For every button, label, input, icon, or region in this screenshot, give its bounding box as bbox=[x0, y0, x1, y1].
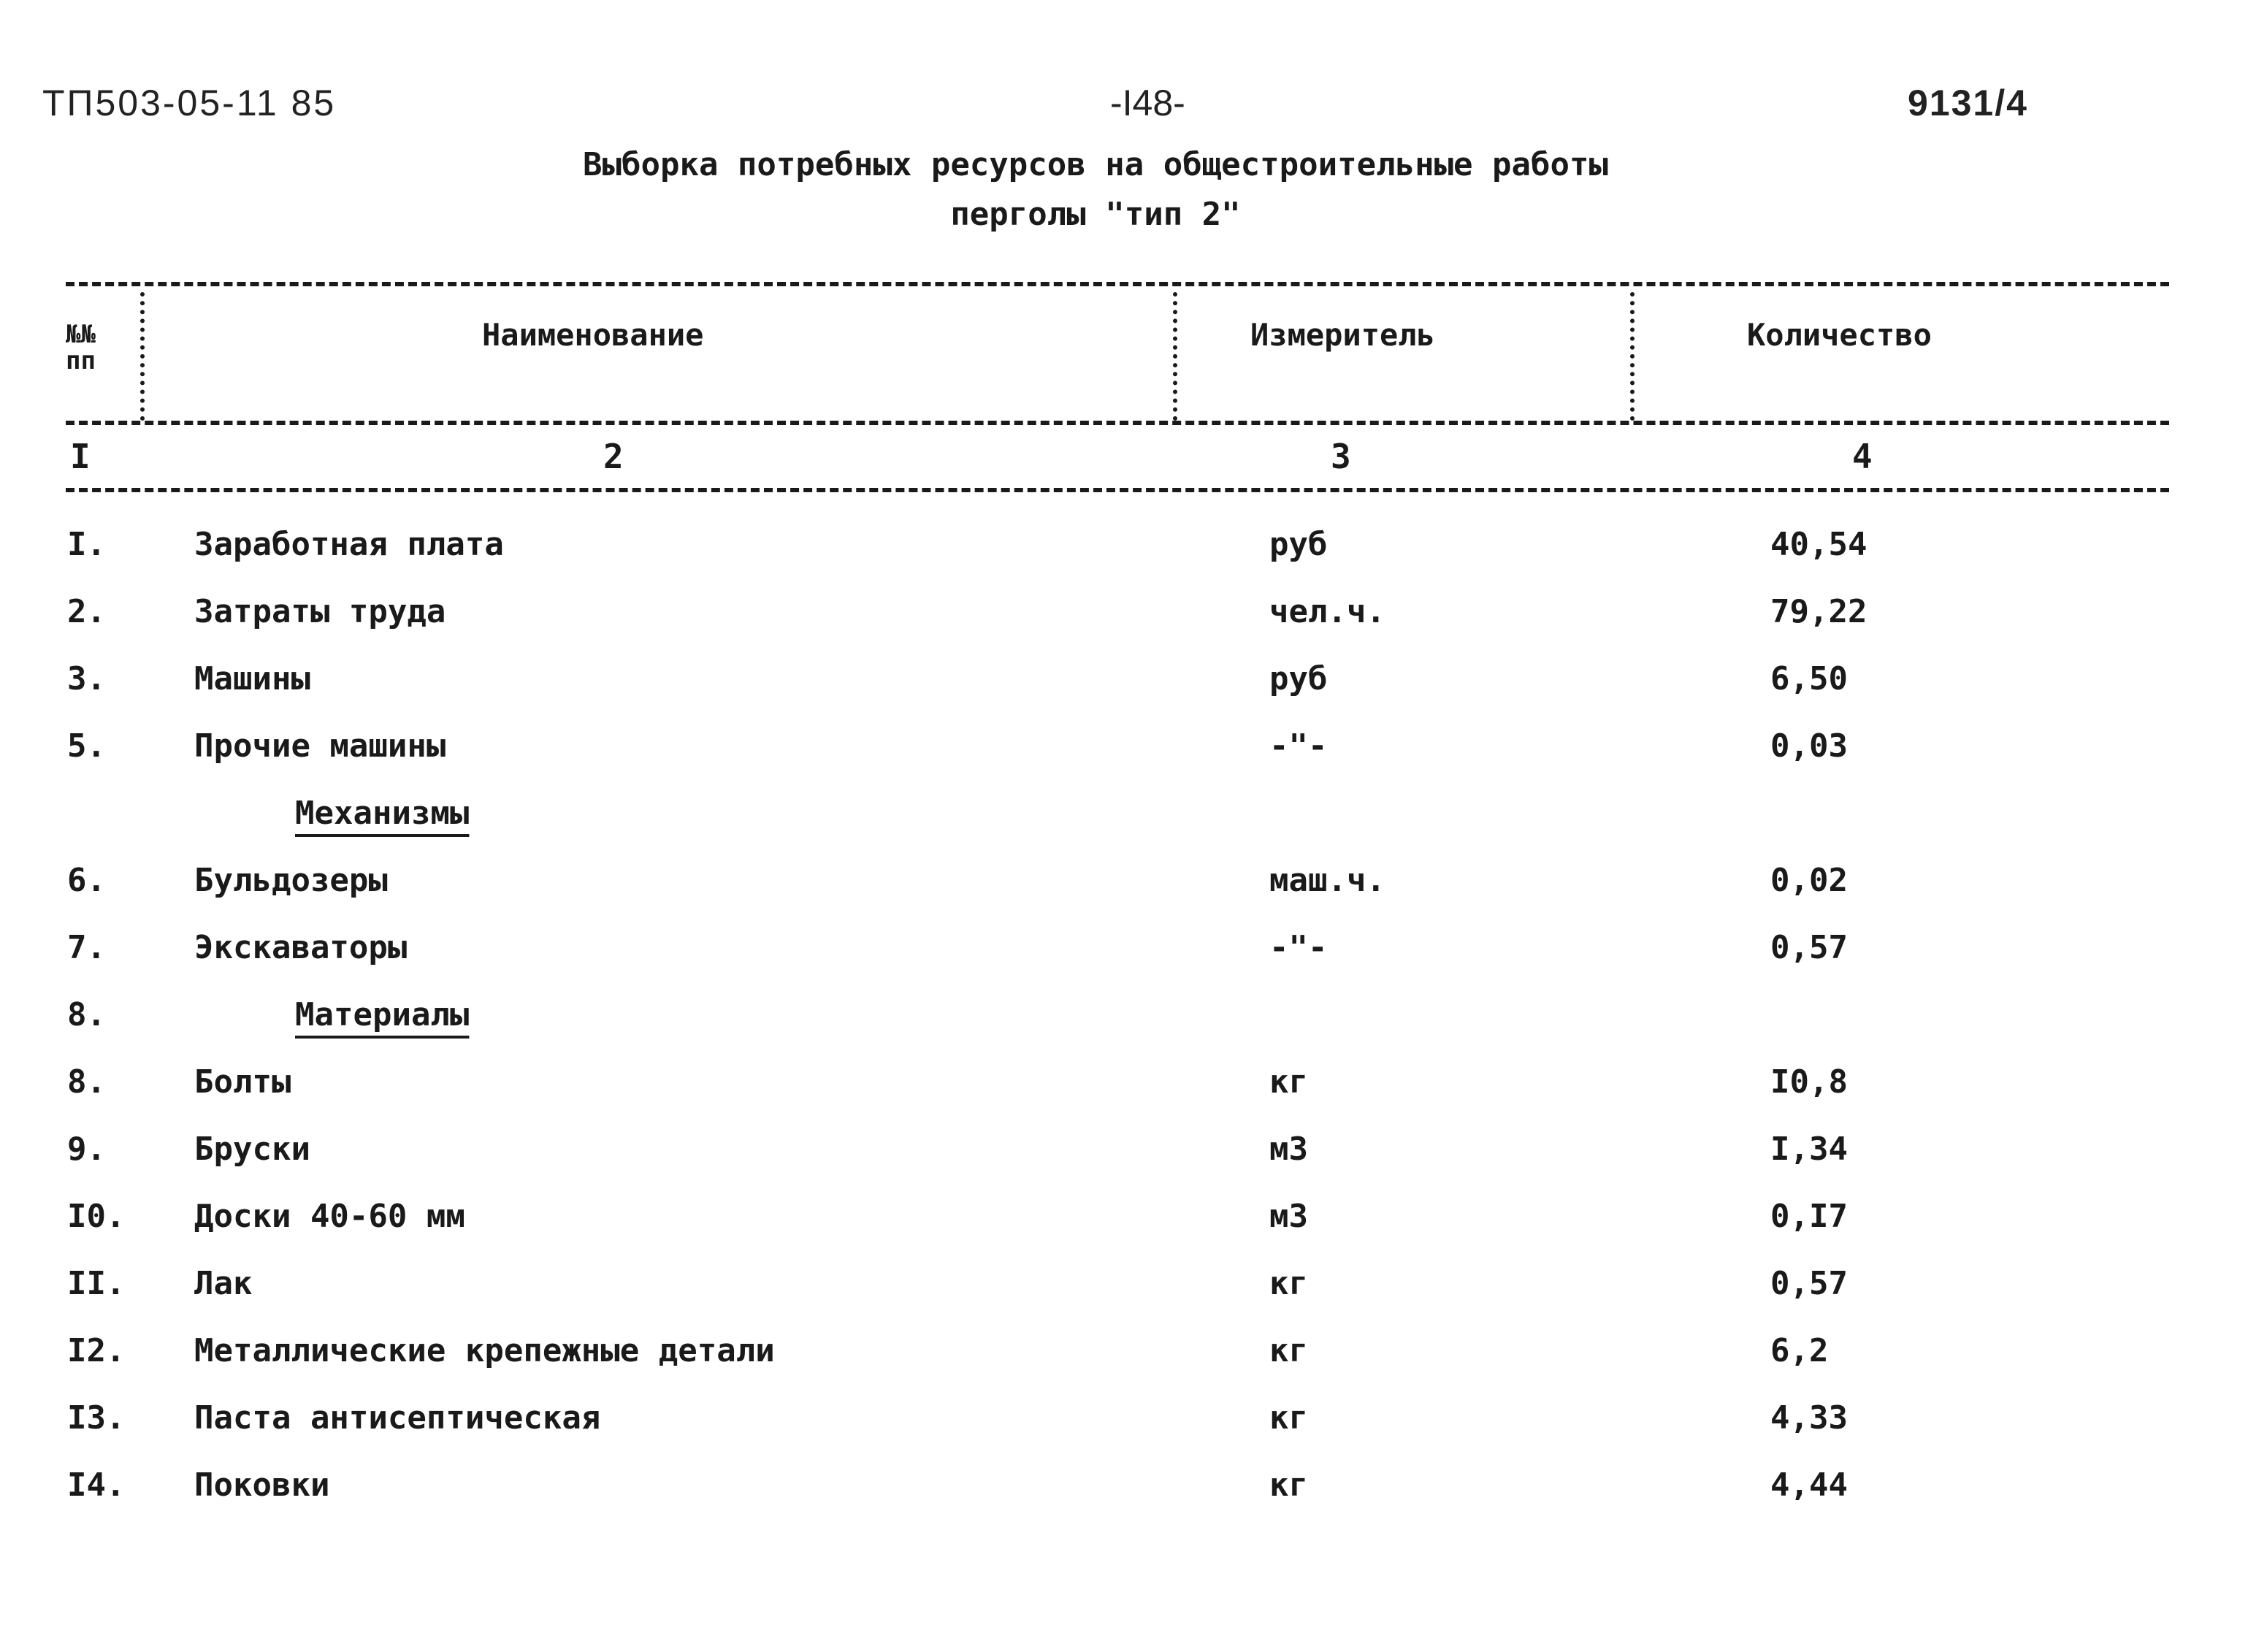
row-unit: маш.ч. bbox=[1269, 862, 1385, 899]
row-unit: -"- bbox=[1269, 727, 1328, 765]
table-row bbox=[0, 1452, 2267, 1519]
column-header-number: №№ пп bbox=[66, 320, 96, 375]
row-number: 6. bbox=[67, 862, 106, 899]
header-bottom-rule bbox=[66, 421, 2169, 425]
column-number: I bbox=[70, 437, 91, 476]
row-name: Металлические крепежные детали bbox=[194, 1332, 775, 1369]
row-name: Экскаваторы bbox=[194, 929, 408, 966]
table-row bbox=[0, 1049, 2267, 1116]
row-number: II. bbox=[67, 1265, 126, 1302]
row-name: Заработная плата bbox=[194, 526, 504, 563]
page-title: Выборка потребных ресурсов на общестроительные работы bbox=[583, 146, 1608, 183]
row-name: Затраты труда bbox=[194, 593, 446, 630]
row-name: Прочие машины bbox=[194, 727, 446, 765]
row-number: I3. bbox=[67, 1399, 126, 1437]
row-quantity: 6,50 bbox=[1770, 660, 1848, 697]
row-unit: руб bbox=[1269, 526, 1328, 563]
table-row bbox=[0, 914, 2267, 982]
row-unit: кг bbox=[1269, 1332, 1308, 1369]
column-number: 3 bbox=[1331, 437, 1351, 476]
row-unit: м3 bbox=[1269, 1131, 1308, 1168]
row-quantity: 40,54 bbox=[1770, 526, 1867, 563]
document-code: ТП503-05-11 85 bbox=[42, 83, 337, 123]
column-number: 2 bbox=[603, 437, 624, 476]
table-row bbox=[0, 578, 2267, 646]
column-divider bbox=[140, 292, 145, 421]
column-divider bbox=[1173, 292, 1177, 421]
row-unit: кг bbox=[1269, 1399, 1308, 1437]
row-number: I0. bbox=[67, 1198, 126, 1235]
column-header-name: Наименование bbox=[482, 317, 704, 353]
row-unit: кг bbox=[1269, 1063, 1308, 1101]
table-row bbox=[0, 1385, 2267, 1452]
row-name: Доски 40-60 мм bbox=[194, 1198, 465, 1235]
row-name: Болты bbox=[194, 1063, 291, 1101]
row-name: Поковки bbox=[194, 1466, 330, 1504]
column-numbers-rule bbox=[66, 488, 2169, 492]
table-row bbox=[0, 1183, 2267, 1250]
table-row bbox=[0, 646, 2267, 713]
page-subtitle: перголы "тип 2" bbox=[950, 196, 1241, 233]
row-quantity: 0,02 bbox=[1770, 862, 1848, 899]
row-number: 3. bbox=[67, 660, 106, 697]
table-row bbox=[0, 511, 2267, 578]
row-number: 9. bbox=[67, 1131, 106, 1168]
row-unit: руб bbox=[1269, 660, 1328, 697]
sheet-code: 9131/4 bbox=[1908, 83, 2028, 123]
page-number: -I48- bbox=[1110, 83, 1185, 123]
table-row bbox=[0, 1250, 2267, 1318]
row-number: I. bbox=[67, 526, 106, 563]
section-heading: Материалы bbox=[295, 996, 470, 1033]
row-number: 7. bbox=[67, 929, 106, 966]
row-name: Паста антисептическая bbox=[194, 1399, 601, 1437]
section-row bbox=[0, 982, 2267, 1049]
table-row bbox=[0, 1318, 2267, 1385]
row-unit: чел.ч. bbox=[1269, 593, 1385, 630]
row-quantity: 4,44 bbox=[1770, 1466, 1848, 1504]
row-unit: м3 bbox=[1269, 1198, 1308, 1235]
row-number: I4. bbox=[67, 1466, 126, 1504]
row-name: Лак bbox=[194, 1265, 253, 1302]
row-quantity: I0,8 bbox=[1770, 1063, 1848, 1101]
row-quantity: 0,57 bbox=[1770, 1265, 1848, 1302]
row-quantity: 6,2 bbox=[1770, 1332, 1829, 1369]
row-number: 8. bbox=[67, 1063, 106, 1101]
row-quantity: 0,57 bbox=[1770, 929, 1848, 966]
column-number: 4 bbox=[1852, 437, 1873, 476]
row-quantity: 0,I7 bbox=[1770, 1198, 1848, 1235]
column-divider bbox=[1630, 292, 1635, 421]
row-quantity: I,34 bbox=[1770, 1131, 1848, 1168]
table-row bbox=[0, 713, 2267, 780]
column-header-unit: Измеритель bbox=[1250, 317, 1435, 353]
table-row bbox=[0, 847, 2267, 914]
row-quantity: 4,33 bbox=[1770, 1399, 1848, 1437]
row-unit: -"- bbox=[1269, 929, 1328, 966]
section-heading: Механизмы bbox=[295, 795, 470, 832]
row-name: Машины bbox=[194, 660, 310, 697]
row-number: 5. bbox=[67, 727, 106, 765]
row-number: I2. bbox=[67, 1332, 126, 1369]
row-unit: кг bbox=[1269, 1265, 1308, 1302]
row-number: 8. bbox=[67, 996, 106, 1033]
column-header-quantity: Количество bbox=[1747, 317, 1932, 353]
row-name: Бульдозеры bbox=[194, 862, 388, 899]
row-quantity: 0,03 bbox=[1770, 727, 1848, 765]
table-row bbox=[0, 1116, 2267, 1183]
row-unit: кг bbox=[1269, 1466, 1308, 1504]
row-name: Бруски bbox=[194, 1131, 310, 1168]
section-row bbox=[0, 780, 2267, 847]
row-number: 2. bbox=[67, 593, 106, 630]
row-quantity: 79,22 bbox=[1770, 593, 1867, 630]
table-top-rule bbox=[66, 282, 2169, 286]
